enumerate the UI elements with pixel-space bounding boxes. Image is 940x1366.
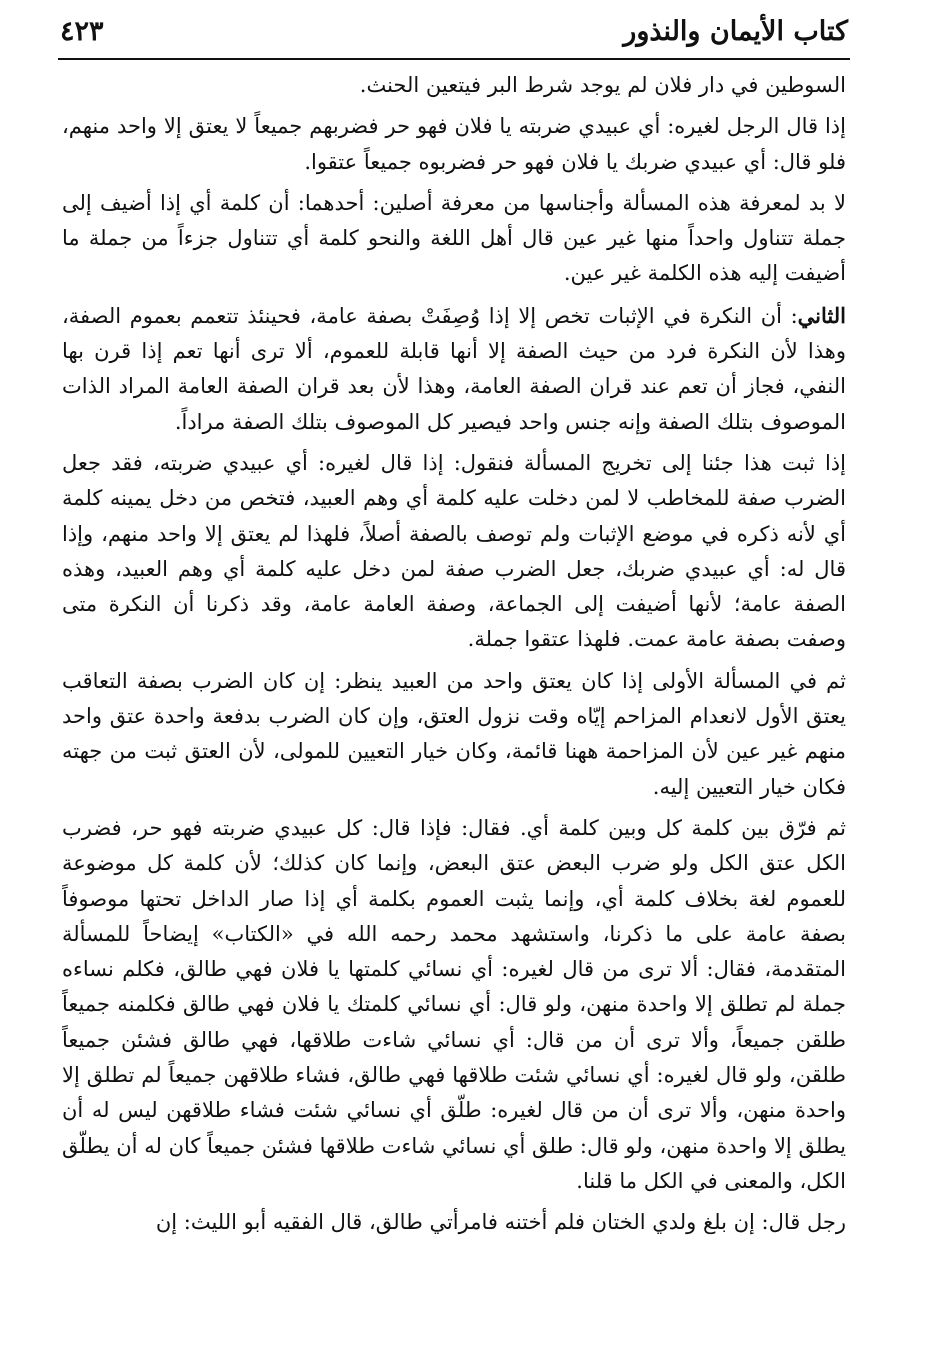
paragraph-2-text: إذا قال الرجل لغيره: أي عبيدي ضربته يا فلان فهو حر فضربهم جميعاً لا يعتق إلا واحد منهم، فلو قال: أي عبيدي ضربك يا فلان فهو حر فضربوه جميعاً عتقوا. <box>62 114 846 174</box>
paragraph-6-text: ثم في المسألة الأولى إذا كان يعتق واحد من العبيد ينظر: إن كان الضرب بصفة التعاقب يعتق الأول لانعدام المزاحم إيّاه وقت نزول العتق، وإن كان الضرب بدفعة واحدة عتق واحد منهم غير عين لأن المزاحمة ههنا قائمة، وكان خيار التعيين للمولى، لأن العتق ثبت من جهته فكان خيار التعيين إليه. <box>62 668 846 799</box>
paragraph-3 <box>62 186 846 292</box>
paragraph-8 <box>62 1205 846 1240</box>
paragraph-6 <box>62 664 846 805</box>
paragraph-5 <box>62 446 846 658</box>
paragraph-4-text: : أن النكرة في الإثبات تخص إلا إذا وُصِفَتْ بصفة عامة، فحينئذ تتعمم بعموم الصفة، وهذا لأن النكرة فرد من حيث الصفة إلا أنها قابلة للعموم، ألا ترى أنها تعم إذا قرن بها النفي، فجاز أن تعم عند قران الصفة العامة، وهذا لأن بعد قران الصفة العامة المراد الذات الموصوف بتلك الصفة وإنه جنس واحد فيصير كل الموصوف بتلك الصفة مراداً. <box>62 303 846 434</box>
header-rule <box>58 58 850 60</box>
paragraph-5-text: إذا ثبت هذا جئنا إلى تخريج المسألة فنقول: إذا قال لغيره: أي عبيدي ضربته، فقد جعل الضرب صفة للمخاطب لا لمن دخلت عليه كلمة أي وهم العبيد، فتخص من دخل يمينه كلمة أي لأنه ذكره في موضع الإثبات ولم توصف بالصفة أصلاً، فلهذا لم يعتق إلا واحد منهم، وإذا قال له: أي عبيدي ضربك، جعل الضرب صفة لمن دخل عليه كلمة أي وهم العبيد، وهذه الصفة عامة؛ لأنها أضيفت إلى الجماعة، وصفة العامة عامة، وقد ذكرنا أن النكرة متى وصفت بصفة عامة عمت. فلهذا عتقوا جملة. <box>62 450 846 652</box>
paragraph-4 <box>62 298 846 440</box>
paragraph-1-text: السوطين في دار فلان لم يوجد شرط البر فيتعين الحنث. <box>359 73 846 97</box>
paragraph-7 <box>62 811 846 1199</box>
paragraph-7-text: ثم فرّق بين كلمة كل وبين كلمة أي. فقال: فإذا قال: كل عبيدي ضربته فهو حر، فضرب الكل عتق الكل ولو ضرب البعض عتق البعض، وإنما كان كذلك؛ لأن كلمة كل موضوعة للعموم لغة بخلاف كلمة أي، وإنما يثبت العموم بكلمة أي إذا صار الداخل تحتها موصوفاً بصفة عامة على ما ذكرنا، واستشهد محمد رحمه الله في «الكتاب» إيضاحاً للمسألة المتقدمة، فقال: ألا ترى من قال لغيره: أي نسائي كلمتها يا فلان فهي طالق، فكلم نساءه جملة لم تطلق إلا واحدة منهن، ولو قال: أي نسائي كلمتك يا فلان فهي طالق فكلمنه جميعاً طلقن جميعاً، وألا ترى أن من قال: أي نسائي شاءت طلاقها، فهي طالق فشئن جميعاً طلقن، ولو قال لغيره: أي نسائي شئت طلاقها فهي طالق، فشاء طلاقهن جميعاً لم تطلق إلا واحدة منهن، وألا ترى أن من قال لغيره: طلّق أي نسائي شئت فشاء طلاقهن ليس له أن يطلق إلا واحدة منهن، ولو قال: طلق أي نسائي شاءت طلاقها فشئن جميعاً كان له أن يطلّق الكل، والمعنى في الكل ما قلنا. <box>62 815 846 1193</box>
page-header <box>60 12 848 52</box>
paragraph-3-text: لا بد لمعرفة هذه المسألة وأجناسها من معرفة أصلين: أحدهما: أن كلمة أي إذا أضيف إلى جملة تتناول واحداً منها غير عين قال أهل اللغة والنحو كلمة أي تتناول جزءاً من جملة ما أضيفت إليه هذه الكلمة غير عين. <box>62 190 846 286</box>
page-body <box>62 68 846 1358</box>
running-title: كتاب الأيمان والنذور <box>623 16 848 47</box>
paragraph-1 <box>62 68 846 103</box>
paragraph-8-text: رجل قال: إن بلغ ولدي الختان فلم أختنه فامرأتي طالق، قال الفقيه أبو الليث: إن <box>155 1210 846 1235</box>
paragraph-2 <box>62 109 846 180</box>
paragraph-4-lead: الثاني <box>797 302 846 328</box>
page-number: ٤٢٣ <box>60 16 104 47</box>
